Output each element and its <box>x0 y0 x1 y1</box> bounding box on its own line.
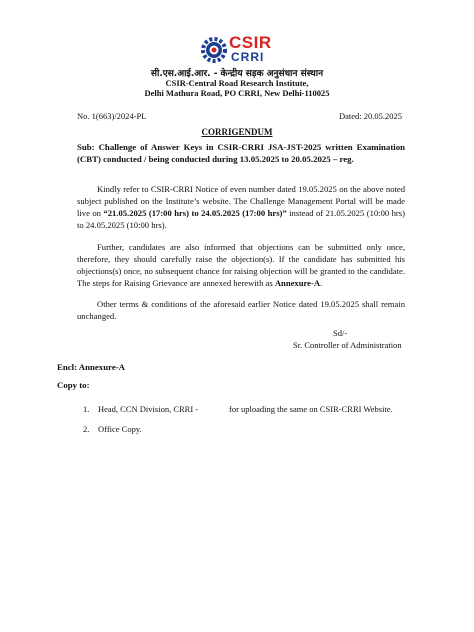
paragraph-1-text-c: instead of 21.05.2025 (10:00 hrs) to 24.05.2025 (10:00 hrs). <box>77 208 405 230</box>
paragraph-2-annexure: Annexure-A <box>274 278 321 288</box>
copy-to-item-1-number: 1. <box>83 404 90 414</box>
paragraph-1-text-a: Kindly refer to CSIR-CRRI Notice of even number dated 19.05.2025 on the above noted subject published on the Institute’s website. The Challenge Management Portal will be made live on <box>77 184 405 218</box>
document-heading: CORRIGENDUM <box>201 127 273 137</box>
csir-crri-logo <box>201 33 277 64</box>
paragraph-3 <box>77 298 405 322</box>
institute-address: Delhi Mathura Road, PO CRRI, New Delhi-110025 <box>144 88 330 98</box>
copy-to-item-1-recipient: Head, CCN Division, CRRI - <box>98 404 199 414</box>
institute-name-hindi: सी.एस.आई.आर. - केन्द्रीय सड़क अनुसंधान संस्थान <box>150 69 324 79</box>
paragraph-2-text-a: Further, candidates are also informed that objections can be submitted only once, therefore, they should carefully raise the objection(s). If the candidate has submitted his objections(s) once, no subsequent chance for raising objection will be granted to the candidate. The steps for Raising Grievance are annexed herewith as <box>77 242 405 288</box>
copy-to-item-2-number: 2. <box>83 424 90 434</box>
paragraph-1 <box>77 183 405 231</box>
institute-name: CSIR-Central Road Research Institute, <box>165 78 309 88</box>
reference-number: No. 1(663)/2024-PL <box>77 111 147 121</box>
logo-wordmark: CSIR <box>229 33 272 52</box>
document-date: Dated: 20.05.2025 <box>339 111 403 121</box>
paragraph-2 <box>77 241 405 289</box>
paragraph-3-text: Other terms & conditions of the aforesaid earlier Notice dated 19.05.2025 shall remain unchanged. <box>77 299 405 321</box>
signatory-designation: Sr. Controller of Administration <box>293 340 402 350</box>
paragraph-1-bold-dates: “21.05.2025 (17:00 hrs) to 24.05.2025 (17:00 hrs)” <box>103 208 287 218</box>
copy-to-item-2-recipient: Office Copy. <box>98 424 142 434</box>
subject-line: Sub: Challenge of Answer Keys in CSIR-CRRI JSA-JST-2025 written Examination (CBT) conducted / being conducted during 13.05.2025 to 20.05.2025 – reg. <box>77 142 405 164</box>
paragraph-2-text-c: . <box>320 278 323 288</box>
copy-to-item-1-remark: for uploading the same on CSIR-CRRI Website. <box>229 404 393 414</box>
enclosure-line: Encl: Annexure-A <box>57 362 126 372</box>
signature-sd: Sd/- <box>333 328 348 338</box>
logo-subtext: CRRI <box>231 50 265 64</box>
copy-to-label: Copy to: <box>57 380 90 390</box>
gear-emblem-icon <box>201 37 227 63</box>
